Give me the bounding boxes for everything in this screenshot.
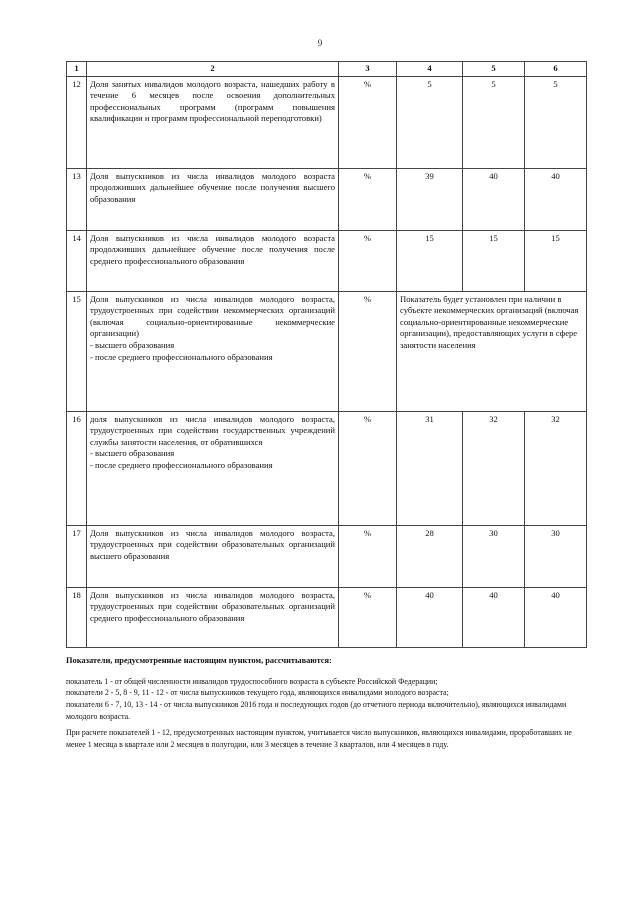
description-line: Доля выпускников из числа инвалидов молодого возраста, трудоустроенных при содействии некоммерческих организаций (включая социально-ориентированные некоммерческие организации) (90, 293, 335, 339)
table-row (67, 411, 587, 525)
row-number: 17 (67, 525, 87, 587)
unit-cell: % (339, 411, 397, 525)
value-cell: 40 (525, 587, 587, 647)
page-number: 9 (317, 38, 323, 48)
table-row (67, 587, 587, 647)
value-cell: 39 (397, 168, 463, 230)
unit-cell: % (339, 525, 397, 587)
value-cell: 40 (463, 587, 525, 647)
row-number: 12 (67, 76, 87, 168)
description-line: Доля выпускников из числа инвалидов молодого возраста продолживших дальнейшее обучение после получения после среднего профессионального образования (90, 232, 335, 266)
description-line: - после среднего профессионального образования (90, 351, 273, 362)
indicator-description (87, 411, 339, 525)
indicator-description (87, 525, 339, 587)
indicators-table (66, 61, 587, 648)
value-cell: 5 (397, 76, 463, 168)
unit-cell: % (339, 168, 397, 230)
value-cell: 15 (525, 230, 587, 291)
table-header-row (67, 62, 587, 77)
table-row (67, 168, 587, 230)
description-line: - после среднего профессионального образования (90, 459, 273, 470)
notes-heading: Показатели, предусмотренные настоящим пунктом, рассчитываются: (66, 656, 332, 665)
indicator-description (87, 168, 339, 230)
row-number: 14 (67, 230, 87, 291)
row-number: 15 (67, 291, 87, 411)
row-number: 13 (67, 168, 87, 230)
indicator-description (87, 76, 339, 168)
indicator-description (87, 230, 339, 291)
column-header: 3 (339, 62, 397, 77)
row-number: 18 (67, 587, 87, 647)
indicator-description (87, 587, 339, 647)
description-line: Доля выпускников из числа инвалидов молодого возраста, трудоустроенных при содействии образовательных организаций высшего образования (90, 527, 335, 561)
value-cell: 31 (397, 411, 463, 525)
column-header: 6 (525, 62, 587, 77)
value-cell: 40 (397, 587, 463, 647)
table-row (67, 291, 587, 411)
unit-cell: % (339, 230, 397, 291)
column-header: 5 (463, 62, 525, 77)
column-header: 1 (67, 62, 87, 77)
note-extra: При расчете показателей 1 - 12, предусмотренных настоящим пунктом, учитывается число выпускников, являющихся инвалидами, проработавших не менее 1 месяца в квартале или 2 месяцев в полугодии, или 3 месяцев в течение 3 кварталов, или 4 месяцев в году. (66, 728, 572, 749)
unit-cell: % (339, 76, 397, 168)
value-cell: 40 (463, 168, 525, 230)
column-header: 4 (397, 62, 463, 77)
unit-cell: % (339, 587, 397, 647)
description-line: - высшего образования (90, 448, 175, 459)
table-row (67, 230, 587, 291)
indicator-description (87, 291, 339, 411)
row-number: 16 (67, 411, 87, 525)
merged-note-cell: Показатель будет установлен при наличии в субъекте некоммерческих организаций (включая социально-ориентированные некоммерческие организации), предоставляющих услуги в сфере занятости населения (397, 291, 587, 411)
value-cell: 15 (463, 230, 525, 291)
note-line: показатели 6 - 7, 10, 13 - 14 - от числа выпускников 2016 года и последующих годов (до отчетного периода включительно), являющихся инвалидами молодого возраста. (66, 700, 567, 722)
unit-cell: % (339, 291, 397, 411)
value-cell: 32 (463, 411, 525, 525)
value-cell: 30 (463, 525, 525, 587)
description-line: Доля занятых инвалидов молодого возраста, нашедших работу в течение 6 месяцев после освоения дополнительных профессиональных программ (программ повышения квалификации и программ профессиональной переподготовки) (90, 78, 335, 124)
note-line: показатель 1 - от общей численности инвалидов трудоспособного возраста в субъекте Российской Федерации; (66, 676, 438, 686)
value-cell: 5 (463, 76, 525, 168)
description-line: Доля выпускников из числа инвалидов молодого возраста, трудоустроенных при содействии образовательных организаций среднего профессионального образования (90, 589, 335, 623)
column-header: 2 (87, 62, 339, 77)
table-row (67, 76, 587, 168)
description-line: Доля выпускников из числа инвалидов молодого возраста продолживших дальнейшее обучение после получения высшего образования (90, 170, 335, 204)
calculation-notes (66, 655, 588, 751)
value-cell: 40 (525, 168, 587, 230)
note-line: показатели 2 - 5, 8 - 9, 11 - 12 - от числа выпускников текущего года, являющихся инвалидами молодого возраста; (66, 688, 449, 698)
value-cell: 28 (397, 525, 463, 587)
value-cell: 15 (397, 230, 463, 291)
value-cell: 30 (525, 525, 587, 587)
value-cell: 5 (525, 76, 587, 168)
description-line: - высшего образования (90, 339, 175, 350)
description-line: доля выпускников из числа инвалидов молодого возраста, трудоустроенных при содействии государственных учреждений службы занятости населения, от обратившихся (90, 413, 335, 447)
value-cell: 32 (525, 411, 587, 525)
table-row (67, 525, 587, 587)
